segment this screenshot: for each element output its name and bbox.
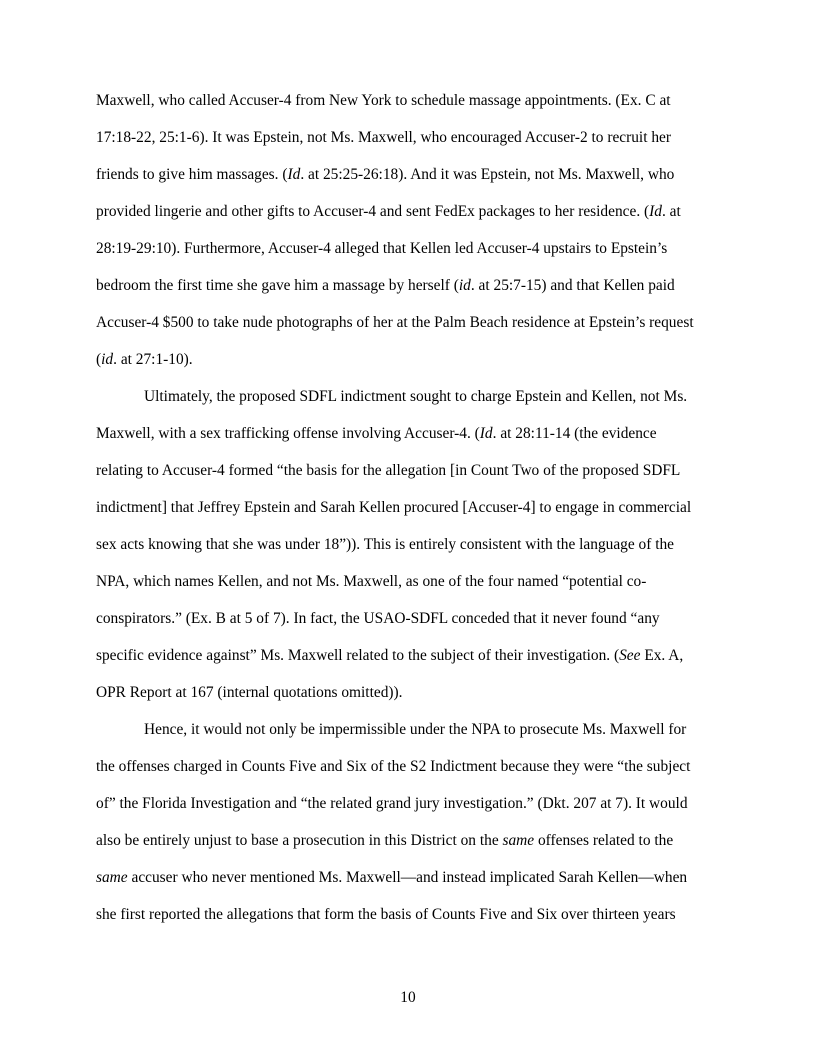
text-line — [96, 129, 671, 147]
text-segment: Ex. A, — [640, 647, 684, 664]
text-line — [96, 758, 690, 776]
text-line — [96, 832, 673, 850]
text-segment: . at 27:1-10). — [113, 351, 193, 368]
text-line — [96, 166, 674, 184]
text-segment: . at 28:11-14 (the evidence — [492, 425, 657, 442]
italic-text: id — [101, 351, 114, 368]
text-line — [96, 684, 402, 702]
text-line — [144, 721, 686, 739]
text-segment: 17:18-22, 25:1-6). It was Epstein, not Ms. Maxwell, who encouraged Accuser-2 to recruit her — [96, 129, 671, 146]
text-line — [96, 795, 688, 813]
text-segment: accuser who never mentioned Ms. Maxwell—and instead implicated Sarah Kellen—when — [127, 869, 688, 886]
text-segment: Accuser-4 $500 to take nude photographs of her at the Palm Beach residence at Epstein’s request — [96, 314, 694, 331]
text-line — [96, 240, 667, 258]
text-segment: conspirators.” (Ex. B at 5 of 7). In fact, the USAO-SDFL conceded that it never found “any — [96, 610, 660, 627]
text-line — [96, 203, 681, 221]
text-segment: specific evidence against” Ms. Maxwell related to the subject of their investigation. ( — [96, 647, 620, 664]
text-line — [96, 351, 193, 369]
text-segment: . at 25:7-15) and that Kellen paid — [470, 277, 675, 294]
text-segment: sex acts knowing that she was under 18”)). This is entirely consistent with the language of the — [96, 536, 675, 553]
text-segment: indictment] that Jeffrey Epstein and Sarah Kellen procured [Accuser-4] to engage in commercial — [96, 499, 692, 516]
italic-text: Id — [287, 166, 301, 183]
text-line — [96, 536, 674, 554]
text-segment: the offenses charged in Counts Five and Six of the S2 Indictment because they were “the subject — [96, 758, 691, 775]
text-line — [96, 425, 657, 443]
text-segment: Maxwell, with a sex trafficking offense involving Accuser-4. ( — [96, 425, 480, 442]
text-segment: Ultimately, the proposed SDFL indictment sought to charge Epstein and Kellen, not Ms. — [144, 388, 688, 405]
text-line — [96, 314, 694, 332]
italic-text: same — [96, 869, 128, 886]
italic-text: Id — [479, 425, 493, 442]
text-segment: 28:19-29:10). Furthermore, Accuser-4 alleged that Kellen led Accuser-4 upstairs to Epstein’s — [96, 240, 668, 257]
text-segment: she first reported the allegations that form the basis of Counts Five and Six over thirteen years — [96, 906, 676, 923]
text-segment: Maxwell, who called Accuser-4 from New York to schedule massage appointments. (Ex. C at — [96, 92, 671, 109]
text-line — [96, 462, 680, 480]
text-segment: relating to Accuser-4 formed “the basis for the allegation [in Count Two of the proposed SDFL — [96, 462, 681, 479]
italic-text: Id — [649, 203, 662, 220]
text-line — [96, 92, 671, 110]
italic-text: See — [619, 647, 641, 664]
text-segment: friends to give him massages. ( — [96, 166, 288, 183]
text-segment: NPA, which names Kellen, and not Ms. Maxwell, as one of the four named “potential co- — [96, 573, 647, 590]
text-segment: . at 25:25-26:18). And it was Epstein, not Ms. Maxwell, who — [300, 166, 675, 183]
text-segment: bedroom the first time she gave him a massage by herself ( — [96, 277, 459, 294]
text-line — [96, 647, 683, 665]
text-segment: offenses related to the — [534, 832, 674, 849]
text-line — [96, 906, 676, 924]
italic-text: id — [458, 277, 471, 294]
page-number: 10 — [400, 989, 416, 1006]
text-segment: ( — [96, 351, 102, 368]
text-segment: also be entirely unjust to base a prosecution in this District on the — [96, 832, 503, 849]
text-line — [96, 869, 687, 887]
text-segment: OPR Report at 167 (internal quotations omitted)). — [96, 684, 403, 701]
text-segment: of” the Florida Investigation and “the related grand jury investigation.” (Dkt. 207 at 7). It would — [96, 795, 688, 812]
text-line — [96, 499, 691, 517]
text-line — [96, 610, 660, 628]
text-segment: . at — [661, 203, 681, 220]
text-segment: Hence, it would not only be impermissible under the NPA to prosecute Ms. Maxwell for — [144, 721, 687, 738]
text-segment: provided lingerie and other gifts to Accuser-4 and sent FedEx packages to her residence. ( — [96, 203, 650, 220]
text-line — [96, 277, 675, 295]
text-line — [144, 388, 687, 406]
text-line — [96, 573, 646, 591]
italic-text: same — [502, 832, 535, 849]
